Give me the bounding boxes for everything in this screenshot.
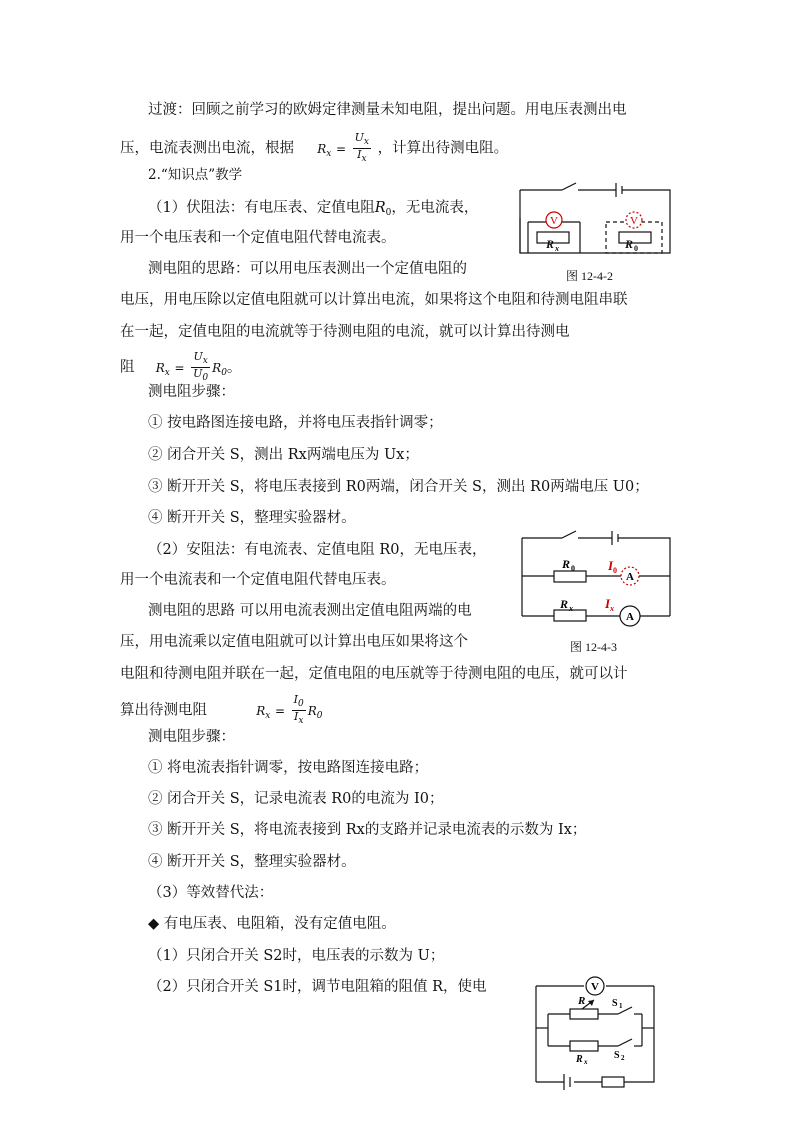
r0-label: R xyxy=(625,237,634,251)
svg-text:2: 2 xyxy=(621,1054,625,1062)
ohm-formula: $R_x$ = $\frac{U_x}{I_x}$ xyxy=(317,131,369,164)
svg-text:R: R xyxy=(578,995,586,1007)
fig-caption-12-4-2: 图 12-4-2 xyxy=(566,269,613,283)
m2-idea-4: 算出待测电阻 $R_x$ = $\frac{I_0}{I_x}$ $R_0$ xyxy=(120,693,323,726)
circuit-fig-12-4-3 xyxy=(512,528,680,628)
m2-step-4: ④ 断开开关 S，整理实验器材。 xyxy=(148,854,356,870)
intro-line-2-pre: 压，电流表测出电流，根据 xyxy=(120,140,294,157)
m1-step-1: ① 按电路图连接电路，并将电压表指针调零； xyxy=(148,415,443,431)
m2-line-2: 用一个电流表和一个定值电阻代替电压表。 xyxy=(120,572,396,588)
m2-step-3: ③ 断开开关 S，将电流表接到 Rx的支路并记录电流表的示数为 Ix； xyxy=(148,822,587,838)
m2-step-2: ② 闭合开关 S，记录电流表 R0的电流为 I0； xyxy=(148,791,444,807)
svg-text:R: R xyxy=(562,557,571,571)
m3-bullet: ◆ 有电压表、电阻箱，没有定值电阻。 xyxy=(148,916,396,932)
svg-text:I: I xyxy=(608,558,614,573)
svg-text:V: V xyxy=(630,215,638,227)
svg-text:x: x xyxy=(555,244,559,253)
rx-label: R xyxy=(546,237,555,251)
svg-text:S: S xyxy=(612,998,618,1009)
voltmeter-label: V xyxy=(550,215,558,227)
svg-text:0: 0 xyxy=(634,244,638,253)
svg-text:I: I xyxy=(605,596,611,611)
intro-line-2 xyxy=(120,132,508,165)
svg-text:R: R xyxy=(560,597,569,611)
fig-caption-12-4-3: 图 12-4-3 xyxy=(570,640,617,654)
svg-text:0: 0 xyxy=(571,564,575,573)
svg-text:R: R xyxy=(576,1054,583,1065)
m1-idea-4: 阻 $R_x$ = $\frac{U_x}{U_0}$ $R_0$。 xyxy=(120,350,242,383)
svg-text:1: 1 xyxy=(619,1002,623,1010)
svg-text:x: x xyxy=(584,1058,588,1066)
m3-step-2: （2）只闭合开关 S1时，调节电阻箱的阻值 R，使电 xyxy=(148,979,487,995)
m1-formula: $R_x$ = $\frac{U_x}{U_0}$ $R_0$。 xyxy=(155,350,242,383)
m2-idea-1: 测电阻的思路 可以用电流表测出定值电阻两端的电 xyxy=(148,603,472,619)
m2-idea-3: 电阻和待测电阻并联在一起，定值电阻的电压就等于待测电阻的电压，就可以计 xyxy=(120,666,628,682)
m1-step-3: ③ 断开开关 S，将电压表接到 R0两端，闭合开关 S，测出 R0两端电压 U0； xyxy=(148,479,649,495)
m1-step-2: ② 闭合开关 S，测出 Rx两端电压为 Ux； xyxy=(148,447,419,463)
m1-steps-title: 测电阻步骤： xyxy=(148,384,235,400)
circuit-fig-12-4-2 xyxy=(510,180,680,262)
m2-steps-title: 测电阻步骤： xyxy=(148,729,235,745)
m2-step-1: ① 将电流表指针调零，按电路图连接电路； xyxy=(148,760,429,776)
svg-text:A: A xyxy=(626,611,634,623)
circuit-equivalent-substitution xyxy=(524,966,674,1096)
svg-text:A: A xyxy=(626,571,634,583)
m3-step-1: （1）只闭合开关 S2时，电压表的示数为 U； xyxy=(148,948,445,964)
svg-text:0: 0 xyxy=(613,566,617,575)
m1-idea-3: 在一起，定值电阻的电流就等于待测电阻的电流，就可以计算出待测电 xyxy=(120,324,570,340)
m3-title: （3）等效替代法： xyxy=(148,885,274,901)
m1-line-2: 用一个电压表和一个定值电阻代替电流表。 xyxy=(120,230,396,246)
svg-text:x: x xyxy=(610,604,614,613)
m2-line-1: （2）安阻法：有电流表、定值电阻 R0，无电压表， xyxy=(148,542,487,558)
m1-step-4: ④ 断开开关 S，整理实验器材。 xyxy=(148,510,356,526)
svg-text:S: S xyxy=(614,1050,620,1061)
svg-text:x: x xyxy=(569,604,573,613)
svg-text:V: V xyxy=(591,981,599,993)
m1-line-1: （1）伏阻法：有电压表、定值电阻$R_0$，无电流表， xyxy=(148,200,479,218)
m1-idea-1: 测电阻的思路：可以用电压表测出一个定值电阻的 xyxy=(148,261,467,277)
m2-idea-2: 压，用电流乘以定值电阻就可以计算出电压如果将这个 xyxy=(120,634,468,650)
intro-line-2-post: ，计算出待测电阻。 xyxy=(377,140,509,157)
m1-idea-2: 电压，用电压除以定值电阻就可以计算出电流，如果将这个电阻和待测电阻串联 xyxy=(120,292,628,308)
m2-formula: $R_x$ = $\frac{I_0}{I_x}$ $R_0$ xyxy=(256,693,323,726)
intro-line-1: 过渡：回顾之前学习的欧姆定律测量未知电阻，提出问题。用电压表测出电 xyxy=(148,102,627,118)
section-title: 2.“知识点”教学 xyxy=(148,167,243,183)
